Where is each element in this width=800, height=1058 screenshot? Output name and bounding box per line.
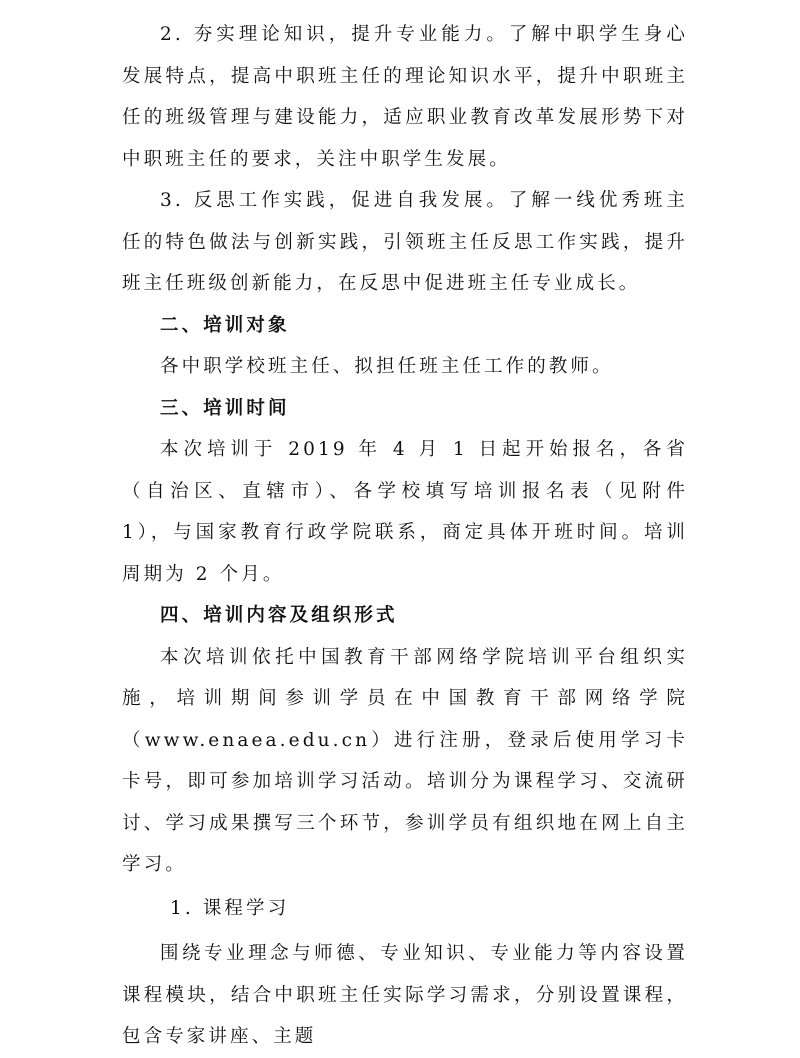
section-heading-time: 三、培训时间 <box>160 397 290 419</box>
section-heading-content-format: 四、培训内容及组织形式 <box>160 605 398 626</box>
document-page <box>122 14 688 1058</box>
paragraph-course-study: 围绕专业理念与师德、专业知识、专业能力等内容设置课程模块，结合中职班主任实际学习需求，分别设置课程，包含专家讲座、主题 <box>122 943 688 1047</box>
paragraph-objective-2: 2. 夯实理论知识，提升专业能力。了解中职学生身心发展特点，提高中职班主任的理论知识水平，提升中职班主任的班级管理与建设能力，适应职业教育改革发展形势下对中职班主任的要求，关注中职学生发展。 <box>122 24 688 170</box>
paragraph-participants: 各中职学校班主任、拟担任班主任工作的教师。 <box>160 356 614 377</box>
paragraph-objective-3: 3. 反思工作实践，促进自我发展。了解一线优秀班主任的特色做法与创新实践，引领班主任反思工作实践，提升班主任班级创新能力，在反思中促进班主任专业成长。 <box>122 190 688 294</box>
paragraph-content-format: 本次培训依托中国教育干部网络学院培训平台组织实施，培训期间参训学员在中国教育干部网络学院（www.enaea.edu.cn）进行注册，登录后使用学习卡卡号，即可参加培训学习活动。培训分为课程学习、交流研讨、学习成果撰写三个环节，参训学员有组织地在网上自主学习。 <box>122 646 688 875</box>
sub-heading-course-study: 1. 课程学习 <box>170 897 290 919</box>
section-heading-participants: 二、培训对象 <box>160 314 290 336</box>
paragraph-time: 本次培训于 2019 年 4 月 1 日起开始报名，各省（自治区、直辖市）、各学校填写培训报名表（见附件 1），与国家教育行政学院联系，商定具体开班时间。培训周期为 2 个月。 <box>122 439 688 585</box>
